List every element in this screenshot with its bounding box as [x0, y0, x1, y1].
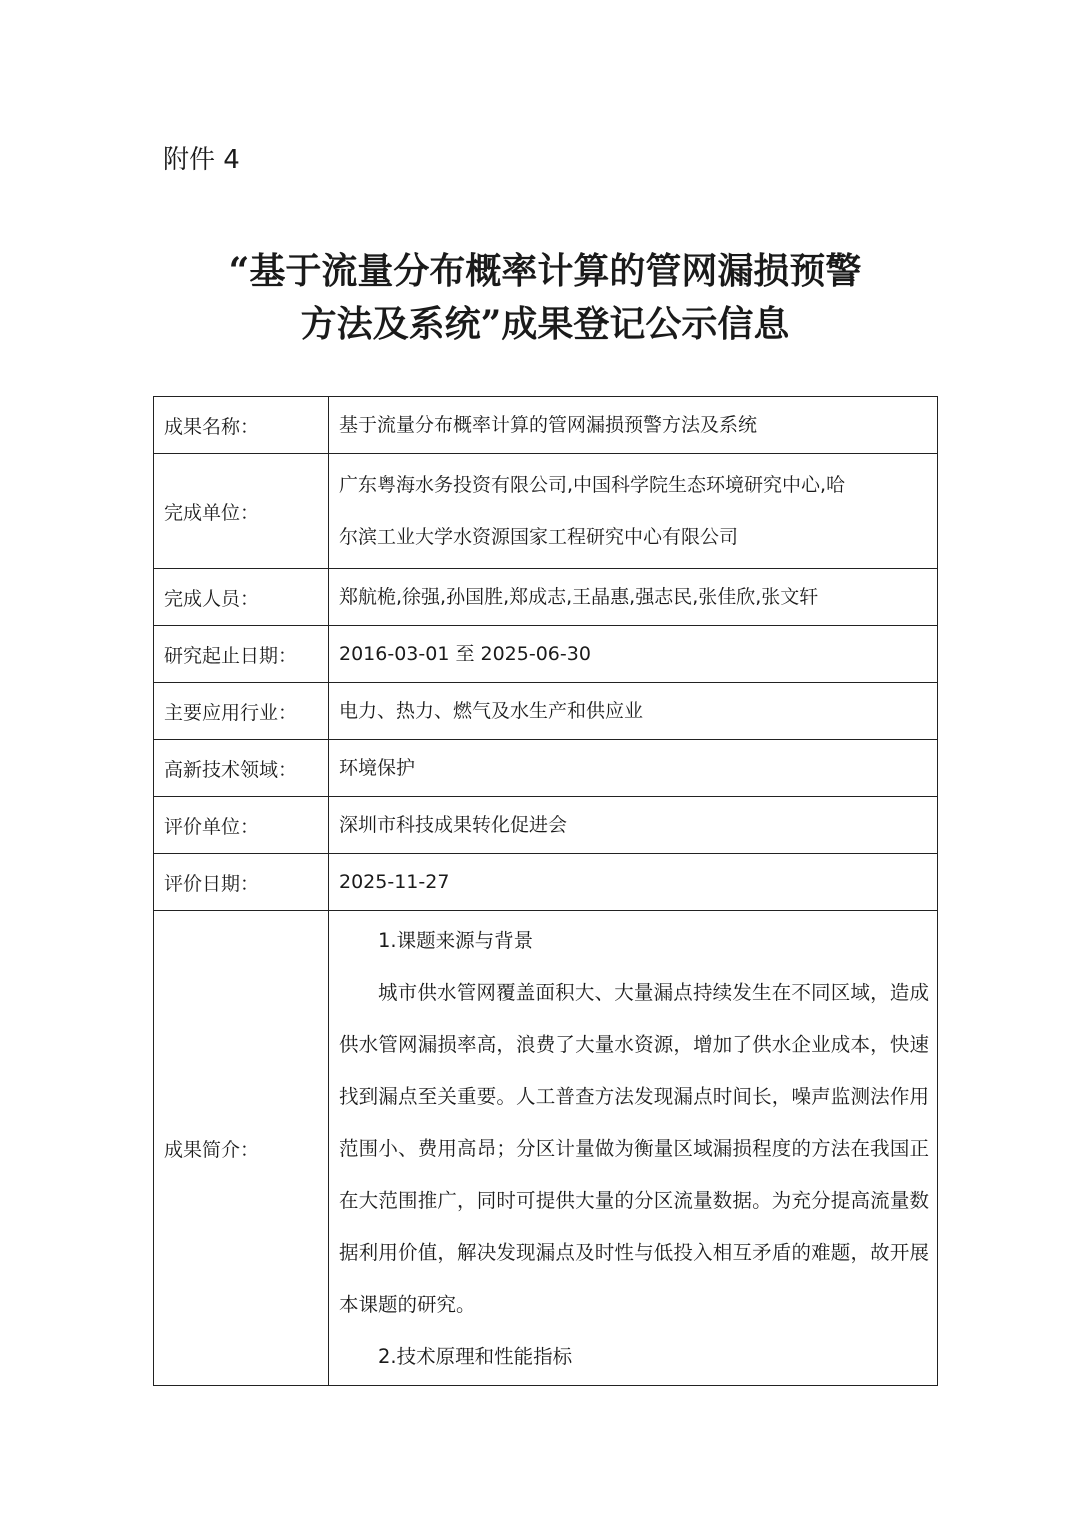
table-row-industry	[154, 683, 938, 740]
summary-heading-1: 1.课题来源与背景	[378, 929, 534, 952]
value-units-line-2: 尔滨工业大学水资源国家工程研究中心有限公司	[339, 526, 739, 548]
summary-heading-2: 2.技术原理和性能指标	[378, 1345, 573, 1368]
label-tech-field: 高新技术领域：	[154, 740, 329, 797]
table-row-name	[154, 397, 938, 454]
summary-paragraph: 城市供水管网覆盖面积大、大量漏点持续发生在不同区域，造成供水管网漏损率高，浪费了大量水资源，增加了供水企业成本，快速找到漏点至关重要。人工普查方法发现漏点时间长，噪声监测法作用范围小、费用高昂；分区计量做为衡量区域漏损程度的方法在我国正在大范围推广，同时可提供大量的分区流量数据。为充分提高流量数据利用价值，解决发现漏点及时性与低投入相互矛盾的难题，故开展本课题的研究。	[339, 981, 929, 1316]
label-dates: 研究起止日期：	[154, 626, 329, 683]
label-units: 完成单位：	[154, 454, 329, 569]
attachment-label: 附件 4	[163, 145, 240, 175]
table-row-evaluator	[154, 797, 938, 854]
table-row-people	[154, 569, 938, 626]
value-tech-field: 环境保护	[329, 740, 938, 797]
value-name: 基于流量分布概率计算的管网漏损预警方法及系统	[329, 397, 938, 454]
label-summary: 成果简介：	[154, 911, 329, 1386]
label-people: 完成人员：	[154, 569, 329, 626]
value-units	[329, 454, 938, 569]
table-row-dates	[154, 626, 938, 683]
table-row-summary	[154, 911, 938, 1386]
document-title-line-1: “基于流量分布概率计算的管网漏损预警	[228, 250, 862, 292]
label-eval-date: 评价日期：	[154, 854, 329, 911]
label-industry: 主要应用行业：	[154, 683, 329, 740]
table-row-eval-date	[154, 854, 938, 911]
value-units-line-1: 广东粤海水务投资有限公司,中国科学院生态环境研究中心,哈	[339, 474, 846, 496]
table-row-tech-field	[154, 740, 938, 797]
label-evaluator: 评价单位：	[154, 797, 329, 854]
table-row-units	[154, 454, 938, 569]
value-summary	[329, 911, 938, 1386]
value-industry: 电力、热力、燃气及水生产和供应业	[329, 683, 938, 740]
label-name: 成果名称：	[154, 397, 329, 454]
achievement-info-table	[153, 396, 938, 1386]
value-eval-date: 2025-11-27	[329, 854, 938, 911]
value-dates: 2016-03-01 至 2025-06-30	[329, 626, 938, 683]
value-evaluator: 深圳市科技成果转化促进会	[329, 797, 938, 854]
value-people: 郑航桅,徐强,孙国胜,郑成志,王晶惠,强志民,张佳欣,张文轩	[329, 569, 938, 626]
document-title-line-2: 方法及系统”成果登记公示信息	[300, 303, 790, 345]
